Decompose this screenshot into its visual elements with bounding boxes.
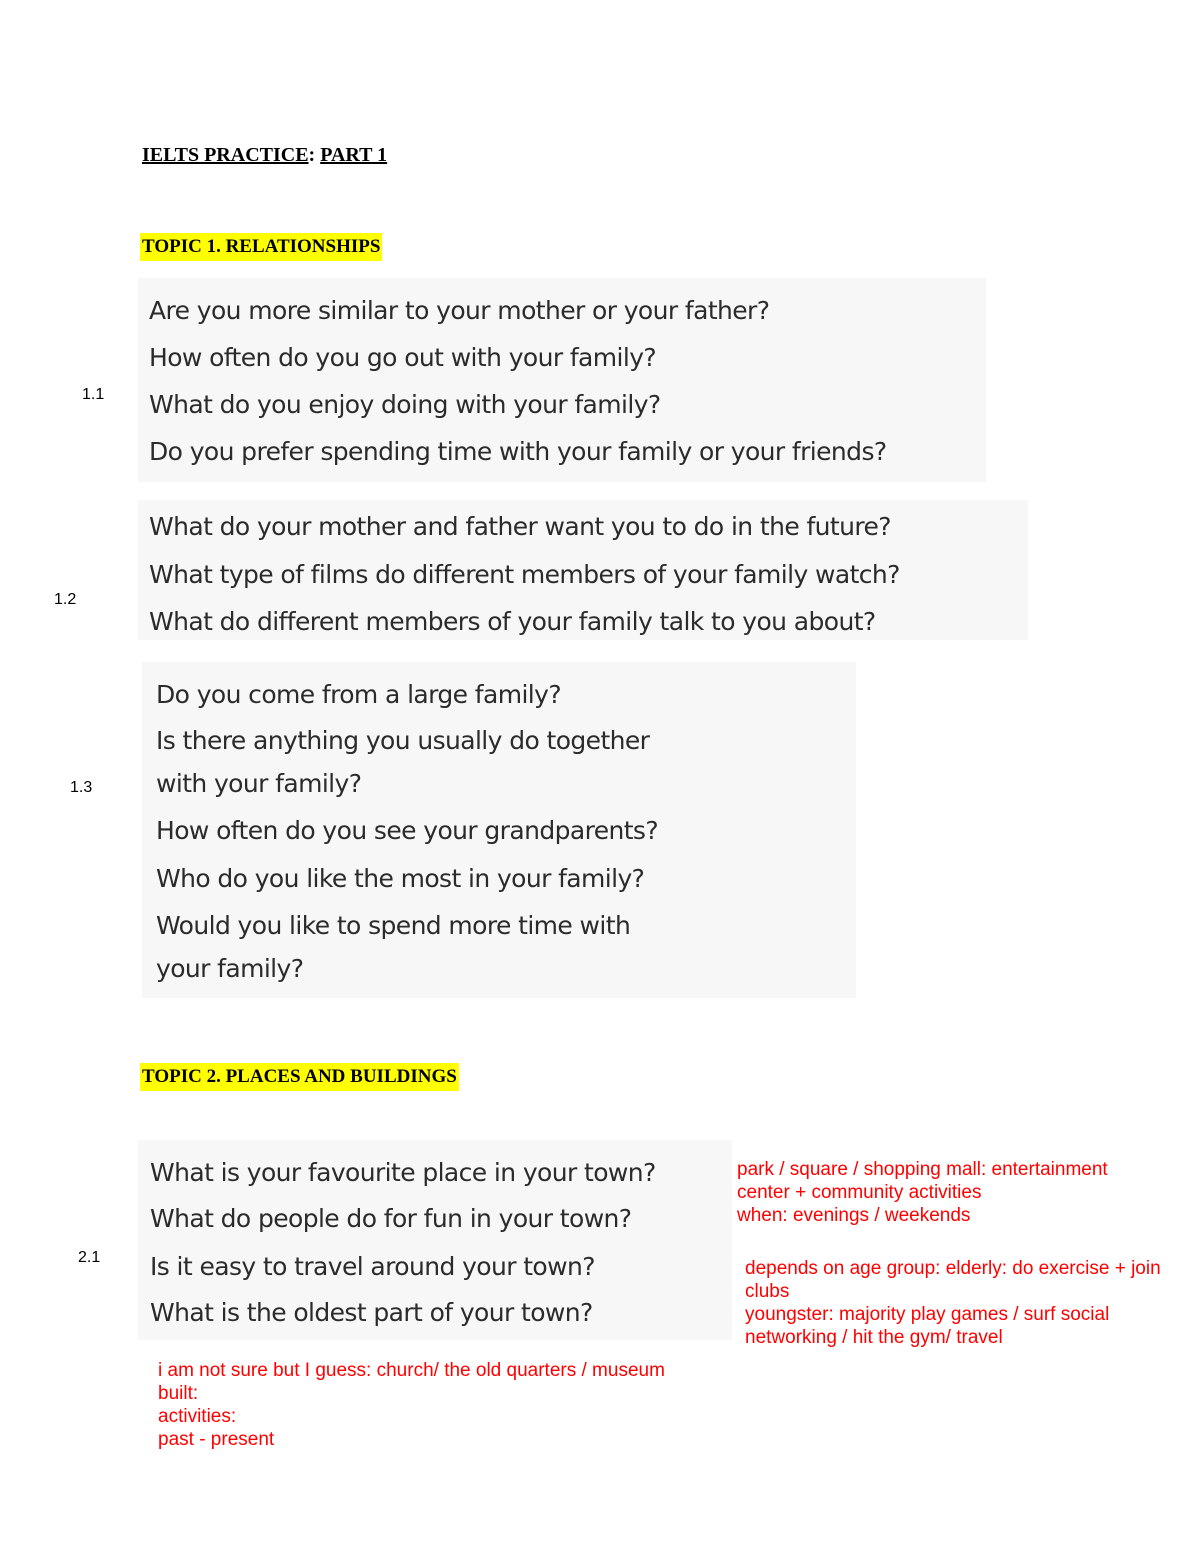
note-line: networking / hit the gym/ travel bbox=[745, 1327, 1003, 1348]
question: What is the oldest part of your town? bbox=[150, 1298, 593, 1327]
note-favourite-place bbox=[737, 1158, 1108, 1227]
question: Would you like to spend more time with bbox=[156, 911, 631, 940]
group-number: 1.3 bbox=[70, 779, 93, 796]
note-line: when: evenings / weekends bbox=[737, 1205, 971, 1226]
note-line: past - present bbox=[158, 1429, 275, 1450]
title-part: PART 1 bbox=[320, 144, 388, 166]
question: with your family? bbox=[156, 769, 362, 798]
question: What is your favourite place in your town? bbox=[150, 1158, 656, 1187]
question: What do people do for fun in your town? bbox=[150, 1204, 632, 1233]
question: What type of films do different members of your family watch? bbox=[149, 560, 900, 589]
question: What do you enjoy doing with your family? bbox=[149, 390, 661, 419]
question-block-1-1 bbox=[138, 278, 986, 482]
question: What do different members of your family talk to you about? bbox=[149, 607, 876, 636]
note-oldest-part bbox=[158, 1359, 665, 1451]
question: Do you prefer spending time with your family or your friends? bbox=[149, 437, 887, 466]
title-main: IELTS PRACTICE bbox=[142, 144, 309, 166]
question: Is it easy to travel around your town? bbox=[150, 1252, 595, 1281]
note-line: i am not sure but I guess: church/ the old quarters / museum bbox=[158, 1360, 665, 1381]
note-line: clubs bbox=[745, 1281, 790, 1302]
note-fun bbox=[745, 1257, 1161, 1349]
question: How often do you see your grandparents? bbox=[156, 816, 659, 845]
note-line: built: bbox=[158, 1383, 199, 1404]
question: Is there anything you usually do together bbox=[156, 726, 650, 755]
page-title bbox=[142, 144, 387, 167]
question: How often do you go out with your family? bbox=[149, 343, 657, 372]
title-separator: : bbox=[308, 144, 321, 166]
note-line: park / square / shopping mall: entertainment bbox=[737, 1159, 1108, 1180]
group-number: 2.1 bbox=[78, 1249, 101, 1266]
group-number: 1.2 bbox=[54, 591, 77, 608]
note-line: center + community activities bbox=[737, 1182, 982, 1203]
question-block-2-1 bbox=[138, 1140, 732, 1340]
question: What do your mother and father want you to do in the future? bbox=[149, 512, 891, 541]
note-line: youngster: majority play games / surf social bbox=[745, 1304, 1110, 1325]
question-block-1-2 bbox=[138, 500, 1028, 640]
topic-1-heading: TOPIC 1. RELATIONSHIPS bbox=[140, 233, 382, 261]
question: Do you come from a large family? bbox=[156, 680, 562, 709]
question-block-1-3 bbox=[142, 662, 856, 998]
note-line: activities: bbox=[158, 1406, 237, 1427]
question: Who do you like the most in your family? bbox=[156, 864, 645, 893]
note-line: depends on age group: elderly: do exercise + join bbox=[745, 1258, 1161, 1279]
question: your family? bbox=[156, 954, 304, 983]
topic-2-heading: TOPIC 2. PLACES AND BUILDINGS bbox=[140, 1063, 459, 1091]
group-number: 1.1 bbox=[82, 386, 105, 403]
question: Are you more similar to your mother or your father? bbox=[149, 296, 770, 325]
